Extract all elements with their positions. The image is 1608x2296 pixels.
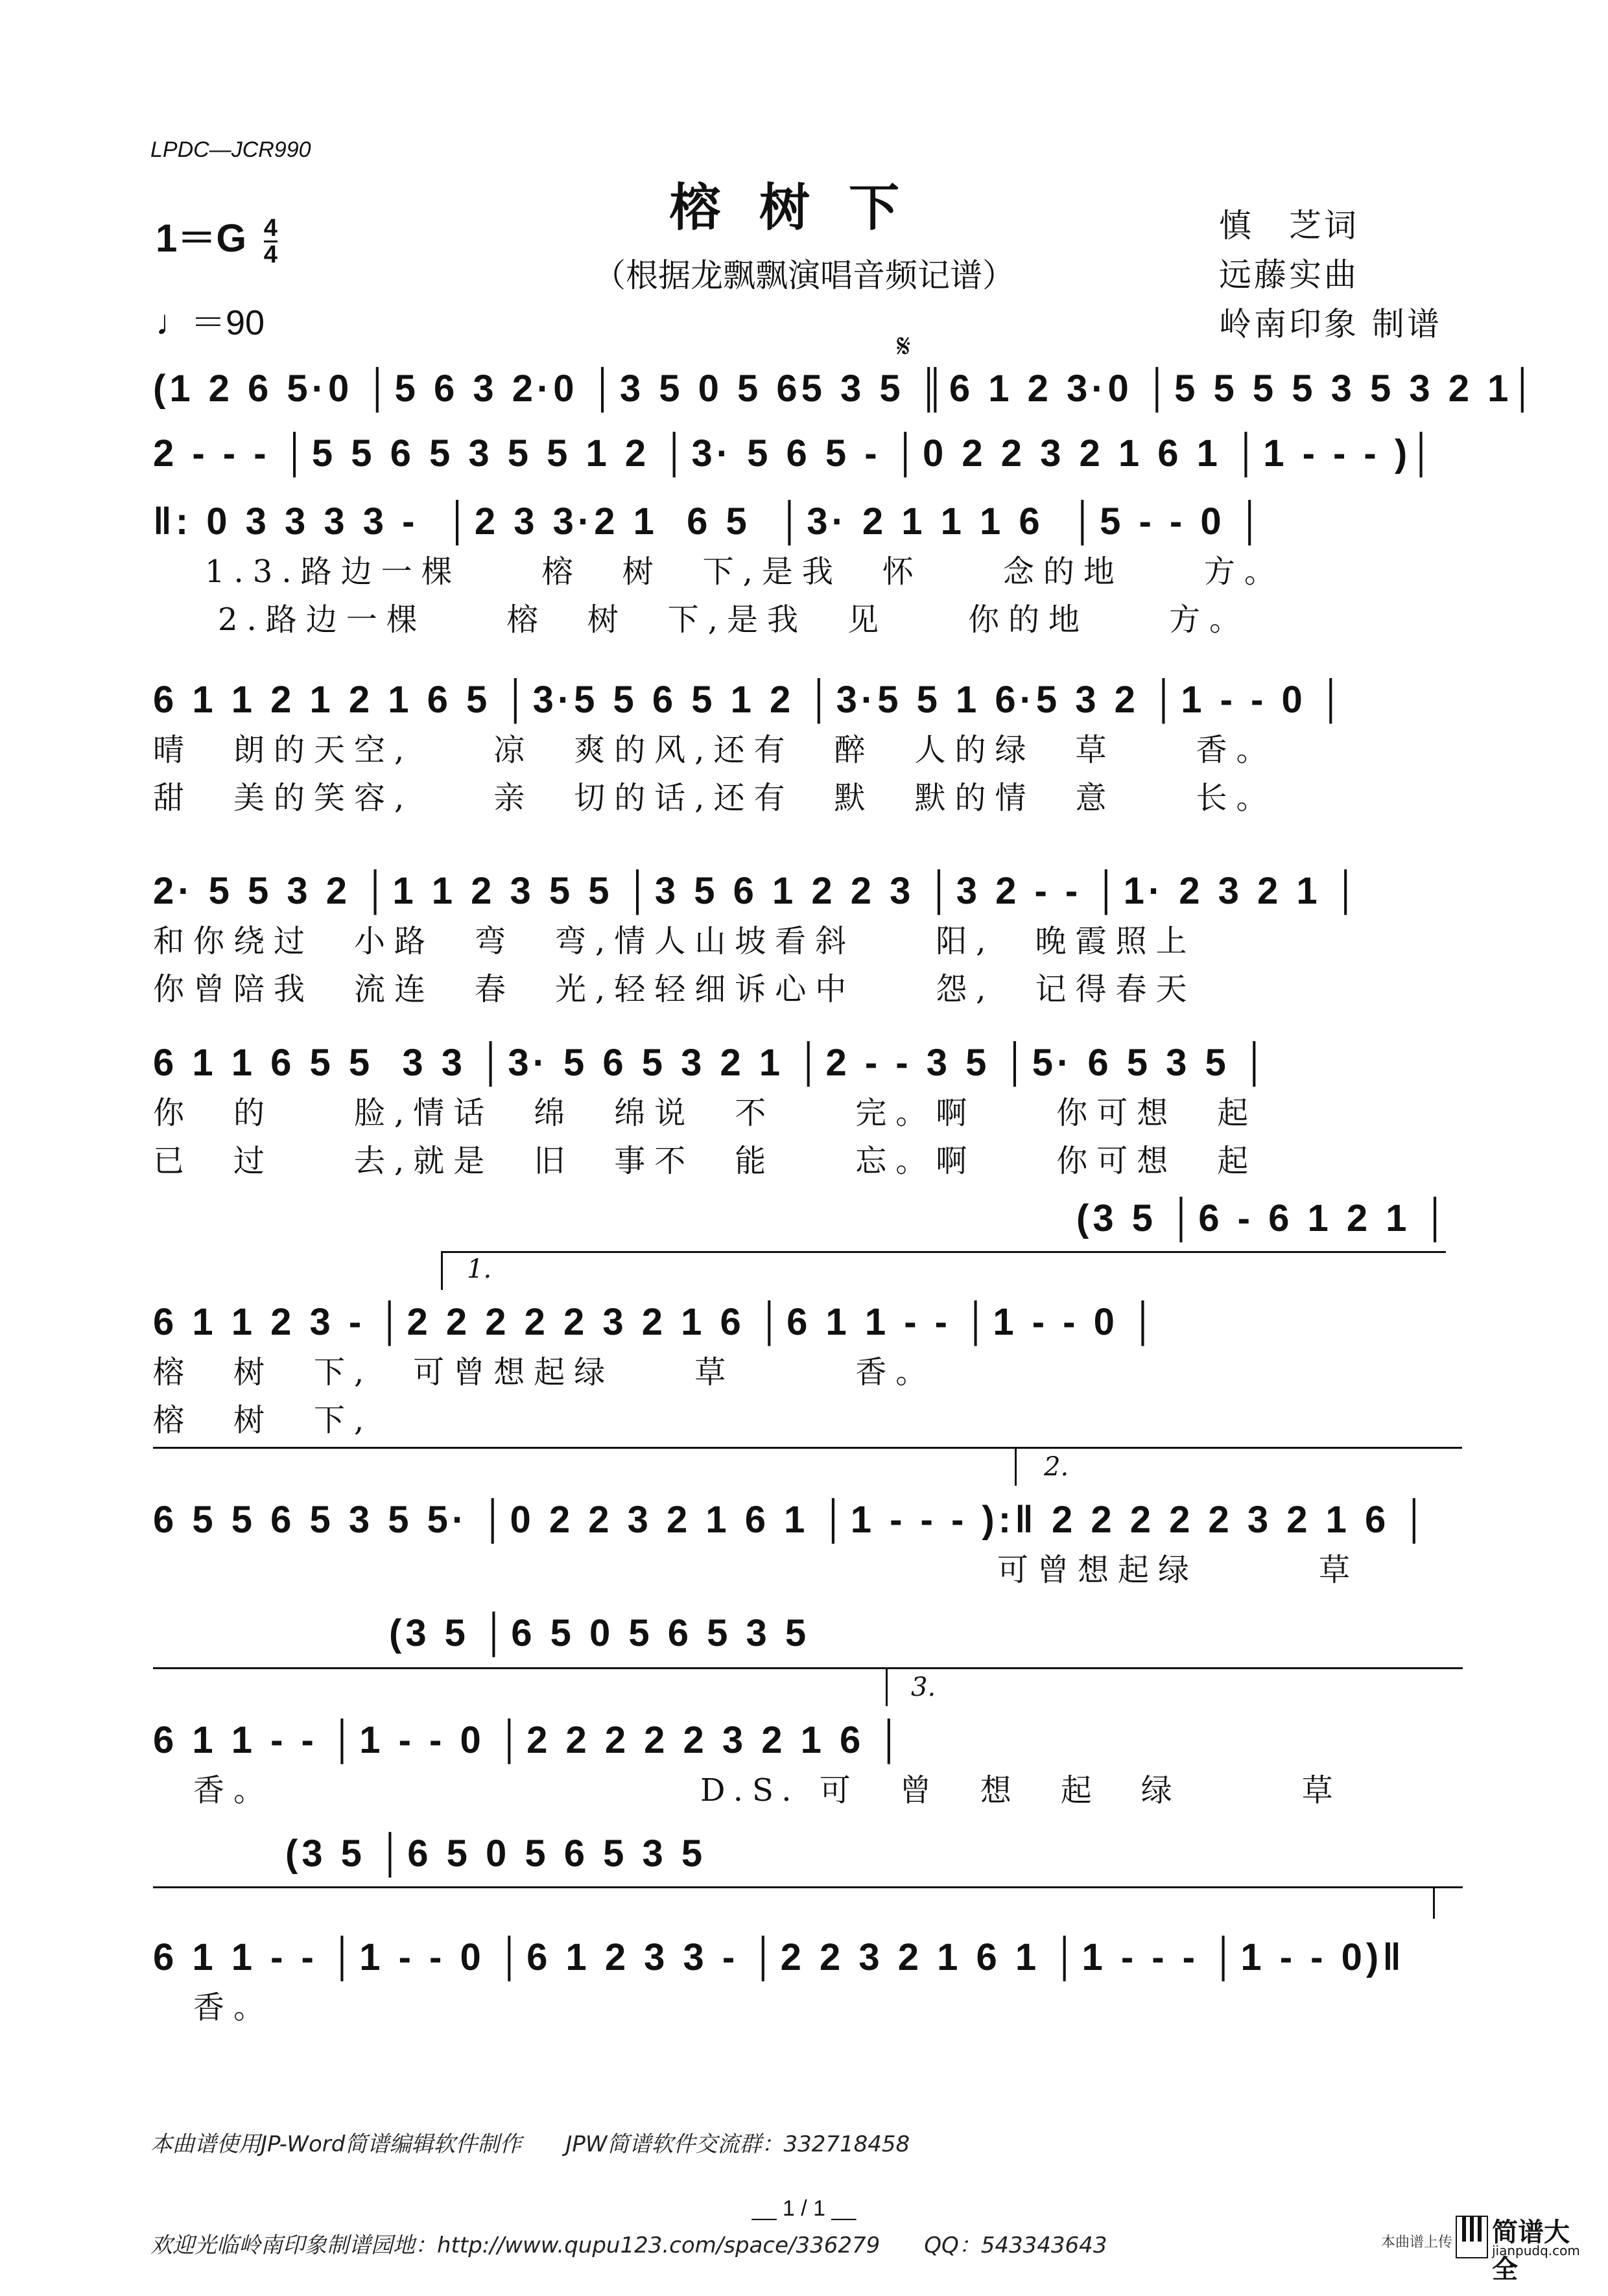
music-system-8	[153, 1296, 1460, 1444]
coda-divider	[153, 1886, 1463, 1888]
music-system-9	[153, 1494, 1460, 1594]
volta-1-label: 1.	[467, 1254, 492, 1284]
score-code: LPDC—JCR990	[150, 137, 311, 162]
notation-line: (3 5 │6 5 0 5 6 5 3 5	[389, 1612, 810, 1654]
volta-2-bracket-edge	[1015, 1447, 1017, 1486]
notation-line: 6 1 1 - - │1 - - 0 │6 1 2 3 3 - │2 2 3 2 1 6 1 │1 - - - │1 - - 0)‖	[153, 1936, 1406, 1978]
composer: 远藤实曲	[1219, 256, 1359, 294]
volta-3-bracket-edge	[886, 1667, 888, 1706]
notation-line: 6 1 1 2 1 2 1 6 5 │3·5 5 6 5 1 2 │3·5 5 1 6·5 3 2 │1 - - 0 │	[153, 679, 1349, 721]
music-system-5	[153, 865, 1460, 1013]
notation-line: (3 5 │6 - 6 1 2 1 │	[1076, 1197, 1452, 1239]
tempo-marking	[156, 295, 265, 345]
notation-line: 2 - - - │5 5 6 5 3 5 5 1 2 │3· 5 6 5 - │0 2 2 3 2 1 6 1 │1 - - - )│	[153, 432, 1439, 474]
notation-line: (3 5 │6 5 0 5 6 5 3 5	[285, 1833, 707, 1875]
notation-line: 6 1 1 6 5 5 3 3 │3· 5 6 5 3 2 1 │2 - - 3 5 │5· 6 5 3 5 │	[153, 1042, 1272, 1084]
key-signature	[156, 207, 278, 267]
music-system-10	[389, 1608, 810, 1659]
music-system-6	[153, 1037, 1460, 1185]
lyric-verse-2: 已 过 去,就是 旧 事不 能 忘。啊 你可想 起	[153, 1143, 1258, 1179]
lyric-verse-2: 榕 树 下,	[153, 1402, 373, 1438]
footer-notes	[150, 2060, 1107, 2296]
lyric-verse-1: 香。 D.S. 可 曾 想 起 绿 草	[153, 1772, 1342, 1809]
lyricist: 慎 芝词	[1219, 207, 1359, 244]
volta-2-bracket	[1015, 1447, 1462, 1449]
volta-1-bracket	[441, 1251, 1446, 1253]
time-signature	[264, 216, 278, 267]
tempo-value: ＝90	[191, 303, 265, 342]
lyric-verse-1: 1.3.路边一棵 榕 树 下,是我 怀 念的地 方。	[205, 554, 1284, 590]
transcriber: 岭南印象 制谱	[1219, 305, 1442, 343]
lyric-verse-2: 你曾陪我 流连 春 光,轻轻细诉心中 怨, 记得春天	[153, 971, 1196, 1007]
piano-icon	[1456, 2216, 1488, 2258]
music-system-1	[153, 363, 1540, 415]
credits	[1219, 201, 1442, 349]
notation-line: ‖: 0 3 3 3 3 - │2 3 3·2 1 6 5 │3· 2 1 1 1 6 │5 - - 0 │	[153, 500, 1267, 543]
time-bottom: 4	[263, 240, 278, 268]
footer-line-1: 本曲谱使用JP-Word简谱编辑软件制作 JPW简谱软件交流群：332718458	[150, 2131, 910, 2157]
lyric-verse-2: 2.路边一棵 榕 树 下,是我 见 你的地 方。	[218, 602, 1250, 638]
time-top: 4	[263, 214, 278, 242]
lyric-verse-1: 香。	[153, 1989, 274, 2026]
upload-stamp: 本曲谱上传	[1381, 2234, 1453, 2251]
music-system-2	[153, 428, 1460, 480]
lyric-verse-1: 和你绕过 小路 弯 弯,情人山坡看斜 阳, 晚霞照上	[153, 923, 1196, 959]
volta-1-bracket-edge	[441, 1251, 443, 1290]
lyric-verse-1: 晴 朗的天空, 凉 爽的风,还有 醉 人的绿 草 香。	[153, 732, 1277, 768]
notation-line: 6 5 5 6 5 3 5 5· │0 2 2 3 2 1 6 1 │1 - - - ):‖ 2 2 2 2 2 3 2 1 6 │	[153, 1499, 1432, 1541]
segno-icon: 𝄋	[897, 327, 911, 365]
music-system-12	[285, 1828, 706, 1880]
volta-3-label: 3.	[911, 1672, 936, 1702]
song-subtitle: （根据龙飘飘演唱音频记谱）	[593, 257, 1015, 294]
notation-line: 6 1 1 - - │1 - - 0 │2 2 2 2 2 3 2 1 6 │	[153, 1719, 906, 1761]
lyric-verse-1: 你 的 脸,情话 绵 绵说 不 完。啊 你可想 起	[153, 1095, 1258, 1131]
coda-bracket-edge	[1433, 1886, 1435, 1919]
footer-line-2: 欢迎光临岭南印象制谱园地：http://www.qupu123.com/space/336279 QQ：543343643	[150, 2232, 1107, 2258]
notation-line: 6 1 1 2 3 - │2 2 2 2 2 3 2 1 6 │6 1 1 - - │1 - - 0 │	[153, 1301, 1161, 1343]
notation-line: (1 2 6 5·0 │5 6 3 2·0 │3 5 0 5 65 3 5 ║6 1 2 3·0 │5 5 5 5 3 5 3 2 1│	[153, 368, 1540, 410]
music-system-4	[153, 674, 1460, 822]
brand-url: jianpudq.com	[1492, 2243, 1580, 2258]
music-system-7	[1076, 1193, 1452, 1245]
music-system-13	[153, 1932, 1460, 2032]
music-system-3	[153, 496, 1460, 644]
quarter-note-icon: ♩	[156, 303, 191, 342]
site-logo	[1456, 2210, 1585, 2284]
notation-line: 2· 5 5 3 2 │1 1 2 3 5 5 │3 5 6 1 2 2 3 │3 2 - - │1· 2 3 2 1 │	[153, 870, 1364, 912]
volta-3-bracket	[886, 1667, 1463, 1669]
volta-divider-2	[153, 1667, 886, 1669]
music-system-11	[153, 1715, 1460, 1814]
key-label: 1＝G	[156, 217, 247, 260]
volta-2-label: 2.	[1044, 1452, 1069, 1482]
lyric-verse-1: 榕 树 下, 可曾想起绿 草 香。	[153, 1354, 936, 1390]
lyric-verse-1: 可曾想起绿 草	[153, 1552, 1360, 1588]
brand-name: 简谱大全	[1492, 2218, 1570, 2284]
lyric-verse-2: 甜 美的笑容, 亲 切的话,还有 默 默的情 意 长。	[153, 780, 1277, 816]
page-number: __ 1 / 1 __	[751, 2196, 857, 2221]
volta-divider	[153, 1447, 1015, 1449]
song-title: 榕树下	[669, 178, 938, 237]
